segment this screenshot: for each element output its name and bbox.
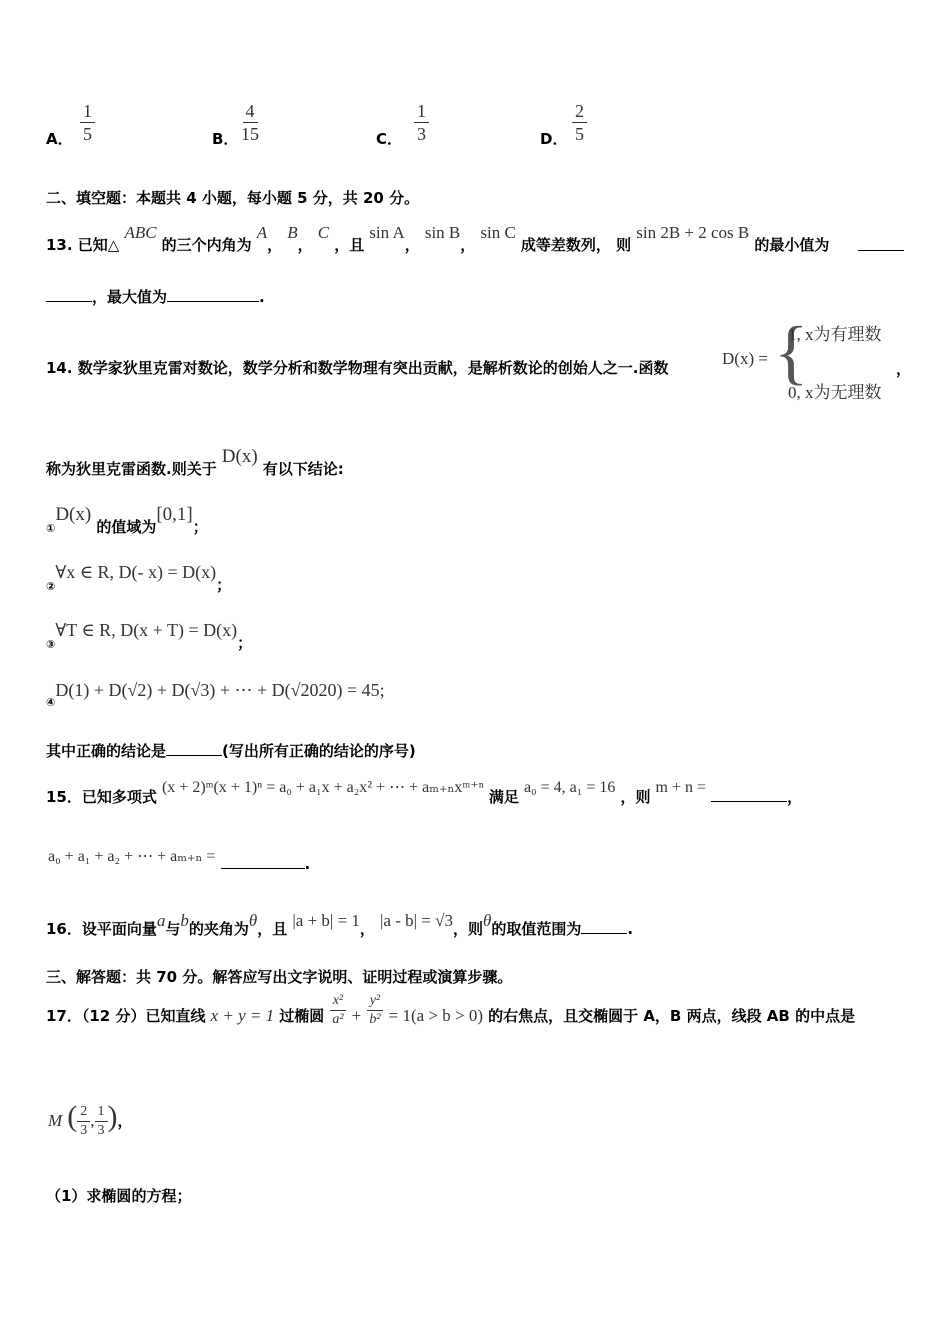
- q14-dx-label: D(x) =: [722, 349, 768, 368]
- q16-text-7: 的取值范围为: [491, 920, 582, 938]
- q14-c4-math: D(1) + D(√2) + D(√3) + ⋯ + D(√2020) = 45;: [55, 680, 385, 700]
- option-c-label: C．: [376, 130, 403, 148]
- q17-m2-den: 3: [97, 1123, 105, 1138]
- q13-abc: ABC: [124, 223, 157, 242]
- question-15-line-1: [46, 776, 803, 806]
- q16-vec-b: b: [180, 911, 189, 930]
- option-a-label: A．: [46, 130, 73, 148]
- q17-plus: +: [351, 1006, 362, 1025]
- q14-c2-mark: ②: [46, 580, 56, 593]
- question-15-line-2: [48, 846, 311, 873]
- question-17-line-1: [46, 994, 855, 1027]
- option-b-num: 4: [243, 102, 258, 123]
- q14-c3-end: ；: [237, 634, 253, 652]
- q14-question: [46, 740, 416, 761]
- q13-sin-c: sin C: [480, 223, 516, 242]
- q15-text-1: 15．已知多项式: [46, 788, 157, 806]
- q13-text-2: 的三个内角为: [161, 236, 252, 254]
- q16-vec-a: a: [156, 911, 166, 930]
- q17-text-4: ，: [117, 1112, 133, 1130]
- q17-ell-a: a²: [332, 1012, 344, 1027]
- section-3-title: 三、解答题：共 70 分。解答应写出文字说明、证明过程或演算步骤。: [46, 968, 513, 986]
- q13-text-5: 的最小值为: [754, 236, 830, 254]
- q13-blank-2: [167, 287, 259, 302]
- option-a-num: 1: [80, 102, 95, 123]
- q14-c1-range: [0,1]: [156, 504, 193, 525]
- q14-line-2: [46, 446, 344, 478]
- q14-line2-text-a: 称为狄里克雷函数.则关于: [46, 460, 217, 478]
- q16-text-5: ，: [359, 920, 375, 938]
- q13-sin-a: sin A: [369, 223, 405, 242]
- option-a-fraction: [80, 102, 95, 143]
- q14-conclusion-1: [46, 504, 208, 536]
- q16-theta: θ: [248, 911, 258, 930]
- q13-text-4: 成等差数列， 则: [520, 236, 632, 254]
- q17-ell-x: x²: [330, 994, 346, 1011]
- q14-c2-end: ；: [216, 576, 232, 594]
- q14-ask: 其中正确的结论是: [46, 742, 167, 760]
- q16-text-8: .: [627, 920, 634, 938]
- q14-case-2: 0, x为无理数: [788, 383, 882, 402]
- q17-m2-num: 1: [95, 1105, 108, 1122]
- q14-c1-mark: ①: [46, 522, 56, 535]
- q16-theta-2: θ: [482, 911, 492, 930]
- q17-ellipse-y-frac: [366, 994, 383, 1027]
- q17-paren-open: (: [67, 1100, 78, 1133]
- q13-sep-4: ，: [460, 236, 476, 254]
- q15-sum: a₀ + a₁ + a₂ + ⋯ + aₘ₊ₙ =: [48, 848, 216, 865]
- option-c-den: 3: [417, 124, 426, 144]
- q14-brace: {: [774, 312, 809, 392]
- q13-text-6: ，最大值为: [92, 288, 168, 306]
- q13-sep-1: ，: [267, 236, 283, 254]
- q16-text-3: 的夹角为: [188, 920, 249, 938]
- q13-expression: sin 2B + 2 cos B: [636, 223, 750, 242]
- q17-subquestion-1: （1）求椭圆的方程；: [46, 1187, 192, 1205]
- q17-m1-den: 3: [80, 1123, 88, 1138]
- q15-blank-2: [221, 854, 305, 869]
- q14-c4-mark: ④: [46, 696, 56, 709]
- section-2-title: 二、填空题：本题共 4 小题，每小题 5 分，共 20 分。: [46, 189, 420, 207]
- q14-c3-mark: ③: [46, 638, 56, 651]
- q17-text-1: 17．（12 分）已知直线: [46, 1007, 206, 1025]
- option-c-num: 1: [414, 102, 429, 123]
- q13-angle-c: C: [317, 223, 330, 242]
- q16-text-4: ，且: [257, 920, 288, 938]
- q16-text-6: ，则: [452, 920, 483, 938]
- option-d-label: D．: [540, 130, 568, 148]
- q14-c2-math: ∀x ∈ R, D(- x) = D(x): [55, 562, 217, 582]
- q14-conclusion-3: [46, 620, 253, 652]
- q14-comma: ，: [896, 360, 912, 378]
- q16-cond-1: |a + b| = 1: [292, 911, 360, 930]
- option-d-fraction: [572, 102, 587, 143]
- q13-blank-1b: [46, 287, 92, 302]
- q13-angle-b: B: [287, 223, 298, 242]
- q17-m-frac-2: [95, 1105, 108, 1138]
- q14-ask-tail: (写出所有正确的结论的序号): [222, 742, 416, 760]
- q17-ellipse-x-frac: [329, 994, 346, 1027]
- q14-conclusion-4: [46, 680, 385, 709]
- q17-m-frac-1: [77, 1105, 90, 1138]
- q14-line2-dx: D(x): [221, 446, 258, 467]
- q13-blank-1a: [858, 236, 904, 251]
- q17-ellipse-tail: = 1(a > b > 0): [388, 1006, 483, 1025]
- q16-blank: [581, 919, 627, 934]
- q13-sep-3: ，: [404, 236, 420, 254]
- q16-cond-2: |a - b| = √3: [380, 911, 453, 930]
- q17-text-2: 过椭圆: [279, 1007, 325, 1025]
- option-d-num: 2: [572, 102, 587, 123]
- q14-c3-math: ∀T ∈ R, D(x + T) = D(x): [55, 620, 238, 640]
- question-16: [46, 910, 634, 938]
- q13-sep-2: ，: [297, 236, 313, 254]
- q17-ell-y: y²: [367, 994, 383, 1011]
- q13-angle-a: A: [256, 223, 268, 242]
- q14-case-1: 1, x为有理数: [788, 325, 882, 344]
- option-b-label: B．: [212, 130, 239, 148]
- q15-blank-1: [711, 787, 787, 802]
- q14-c1-math: D(x): [55, 504, 92, 525]
- q17-text-3: 的右焦点，且交椭圆于 A，B 两点，线段 AB 的中点是: [488, 1007, 856, 1025]
- q14-c1-text: 的值域为: [96, 518, 157, 536]
- option-a-den: 5: [83, 124, 92, 144]
- q13-text-1: 13. 已知△: [46, 236, 120, 254]
- q14-c1-end: ；: [192, 518, 208, 536]
- q17-m-comma: ,: [90, 1111, 95, 1130]
- q17-m: M: [48, 1111, 63, 1130]
- q15-text-5: .: [304, 855, 311, 873]
- q17-line-eq: x + y = 1: [210, 1006, 275, 1025]
- q15-polynomial: (x + 2)ᵐ(x + 1)ⁿ = a₀ + a₁x + a₂x² + ⋯ + aₘ₊ₙxᵐ⁺ⁿ: [161, 779, 484, 796]
- q13-text-3: ，且: [334, 236, 365, 254]
- q15-text-2: 满足: [488, 788, 519, 806]
- q15-text-3: ，则: [620, 788, 651, 806]
- q13-text-7: .: [259, 288, 265, 306]
- option-b-den: 15: [241, 124, 259, 144]
- q15-condition: a₀ = 4, a₁ = 16: [523, 779, 616, 796]
- q15-m-plus-n: m + n =: [655, 779, 707, 796]
- question-13-line-2: [46, 286, 265, 307]
- q17-ell-b: b²: [369, 1012, 381, 1027]
- q16-text-2: 与: [165, 920, 181, 938]
- option-c-fraction: [414, 102, 429, 143]
- option-d-den: 5: [575, 124, 584, 144]
- q17-m1-num: 2: [77, 1105, 90, 1122]
- option-b-fraction: [238, 102, 262, 143]
- q14-line2-text-b: 有以下结论:: [262, 460, 344, 478]
- q13-sin-b: sin B: [424, 223, 461, 242]
- q14-intro: 14. 数学家狄里克雷对数论，数学分析和数学物理有突出贡献，是解析数论的创始人之一.函数: [46, 359, 669, 377]
- question-13-line-1: [46, 222, 830, 254]
- q15-text-4: ，: [787, 788, 803, 806]
- q16-text-1: 16．设平面向量: [46, 920, 157, 938]
- q14-blank: [166, 741, 222, 756]
- q17-paren-close: ): [107, 1100, 118, 1133]
- question-17-midpoint: [48, 1100, 133, 1138]
- q14-conclusion-2: [46, 562, 232, 594]
